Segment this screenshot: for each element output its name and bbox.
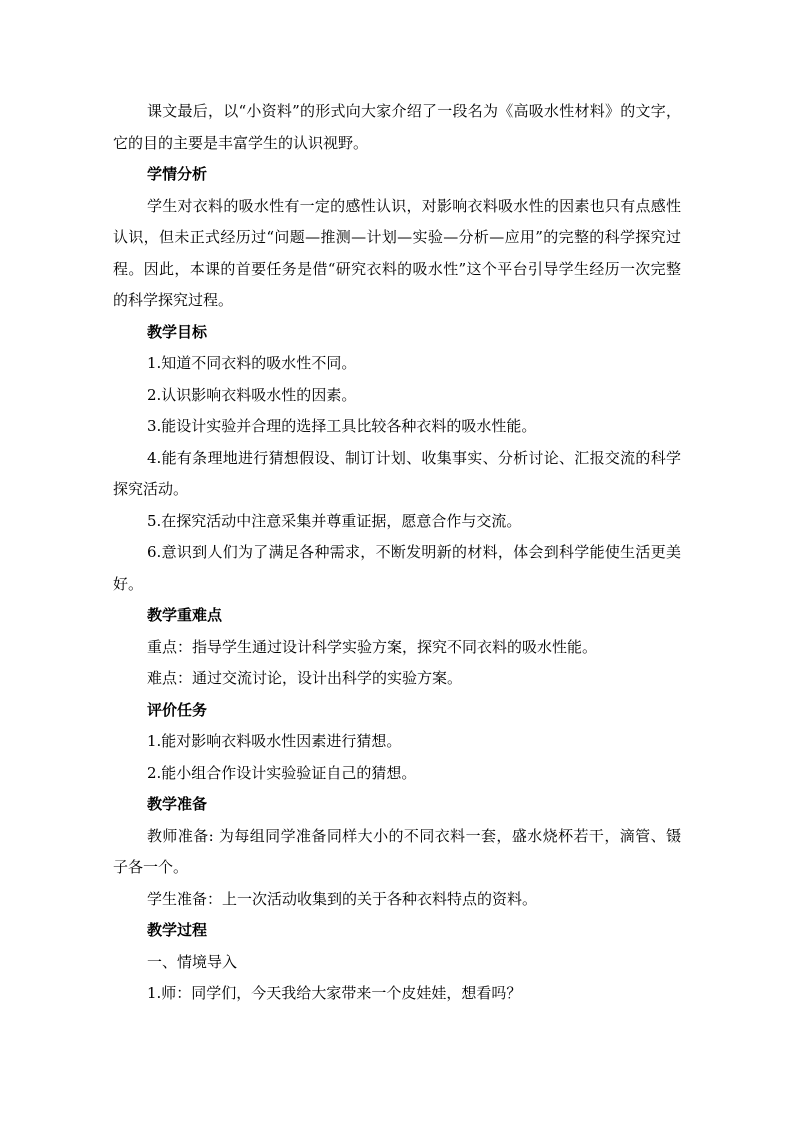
- intro-paragraph: 课文最后，以“小资料”的形式向大家介绍了一段名为《高吸水性材料》的文字，它的目的主要是丰富学生的认识视野。: [113, 102, 681, 152]
- section-heading-preparation: 教学准备: [147, 795, 208, 813]
- section-heading-learning-analysis: 学情分析: [147, 165, 208, 183]
- teaching-goal-item: 4.能有条理地进行猜想假设、制订计划、收集事实、分析讨论、汇报交流的科学探究活动。: [113, 448, 681, 498]
- teaching-goal-item: 2.认识影响衣料吸水性的因素。: [147, 385, 357, 404]
- document-body: [113, 96, 681, 1010]
- section-heading-key-points: 教学重难点: [147, 606, 223, 624]
- evaluation-task-item: 1.能对影响衣料吸水性因素进行猜想。: [147, 732, 402, 750]
- section-heading-evaluation-tasks: 评价任务: [147, 700, 208, 719]
- key-point-focus: 重点：指导学生通过设计科学实验方案，探究不同衣料的吸水性能。: [147, 637, 598, 656]
- section-heading-teaching-goals: 教学目标: [147, 322, 208, 341]
- learning-analysis-paragraph: 学生对衣料的吸水性有一定的感性认识，对影响衣料吸水性的因素也只有点感性认识，但未正式经历过“问题—推测—计划—实验—分析—应用”的完整的科学探究过程。因此，本课的首要任务是借“研究衣料的吸水性”这个平台引导学生经历一次完整的科学探究过程。: [113, 196, 681, 309]
- teaching-goal-item: 5.在探究活动中注意采集并尊重证据，愿意合作与交流。: [147, 511, 522, 530]
- process-first-line: 1.师：同学们，今天我给大家带来一个皮娃娃，想看吗？: [147, 984, 522, 1002]
- teacher-preparation: 教师准备: 为每组同学准备同样大小的不同衣料一套，盛水烧杯若干，滴管、镊子各一个。: [113, 826, 681, 876]
- teaching-goal-item: 6.意识到人们为了满足各种需求，不断发明新的材料，体会到科学能使生活更美好。: [113, 543, 681, 593]
- teaching-goal-item: 3.能设计实验并合理的选择工具比较各种衣料的吸水性能。: [147, 417, 537, 435]
- section-heading-process: 教学过程: [147, 921, 208, 939]
- evaluation-task-item: 2.能小组合作设计实验验证自己的猜想。: [147, 763, 417, 782]
- key-point-difficulty: 难点：通过交流讨论，设计出科学的实验方案。: [147, 669, 463, 687]
- process-subheading: 一、情境导入: [147, 952, 238, 971]
- teaching-goal-item: 1.知道不同衣料的吸水性不同。: [147, 354, 357, 372]
- student-preparation: 学生准备：上一次活动收集到的关于各种衣料特点的资料。: [147, 889, 538, 908]
